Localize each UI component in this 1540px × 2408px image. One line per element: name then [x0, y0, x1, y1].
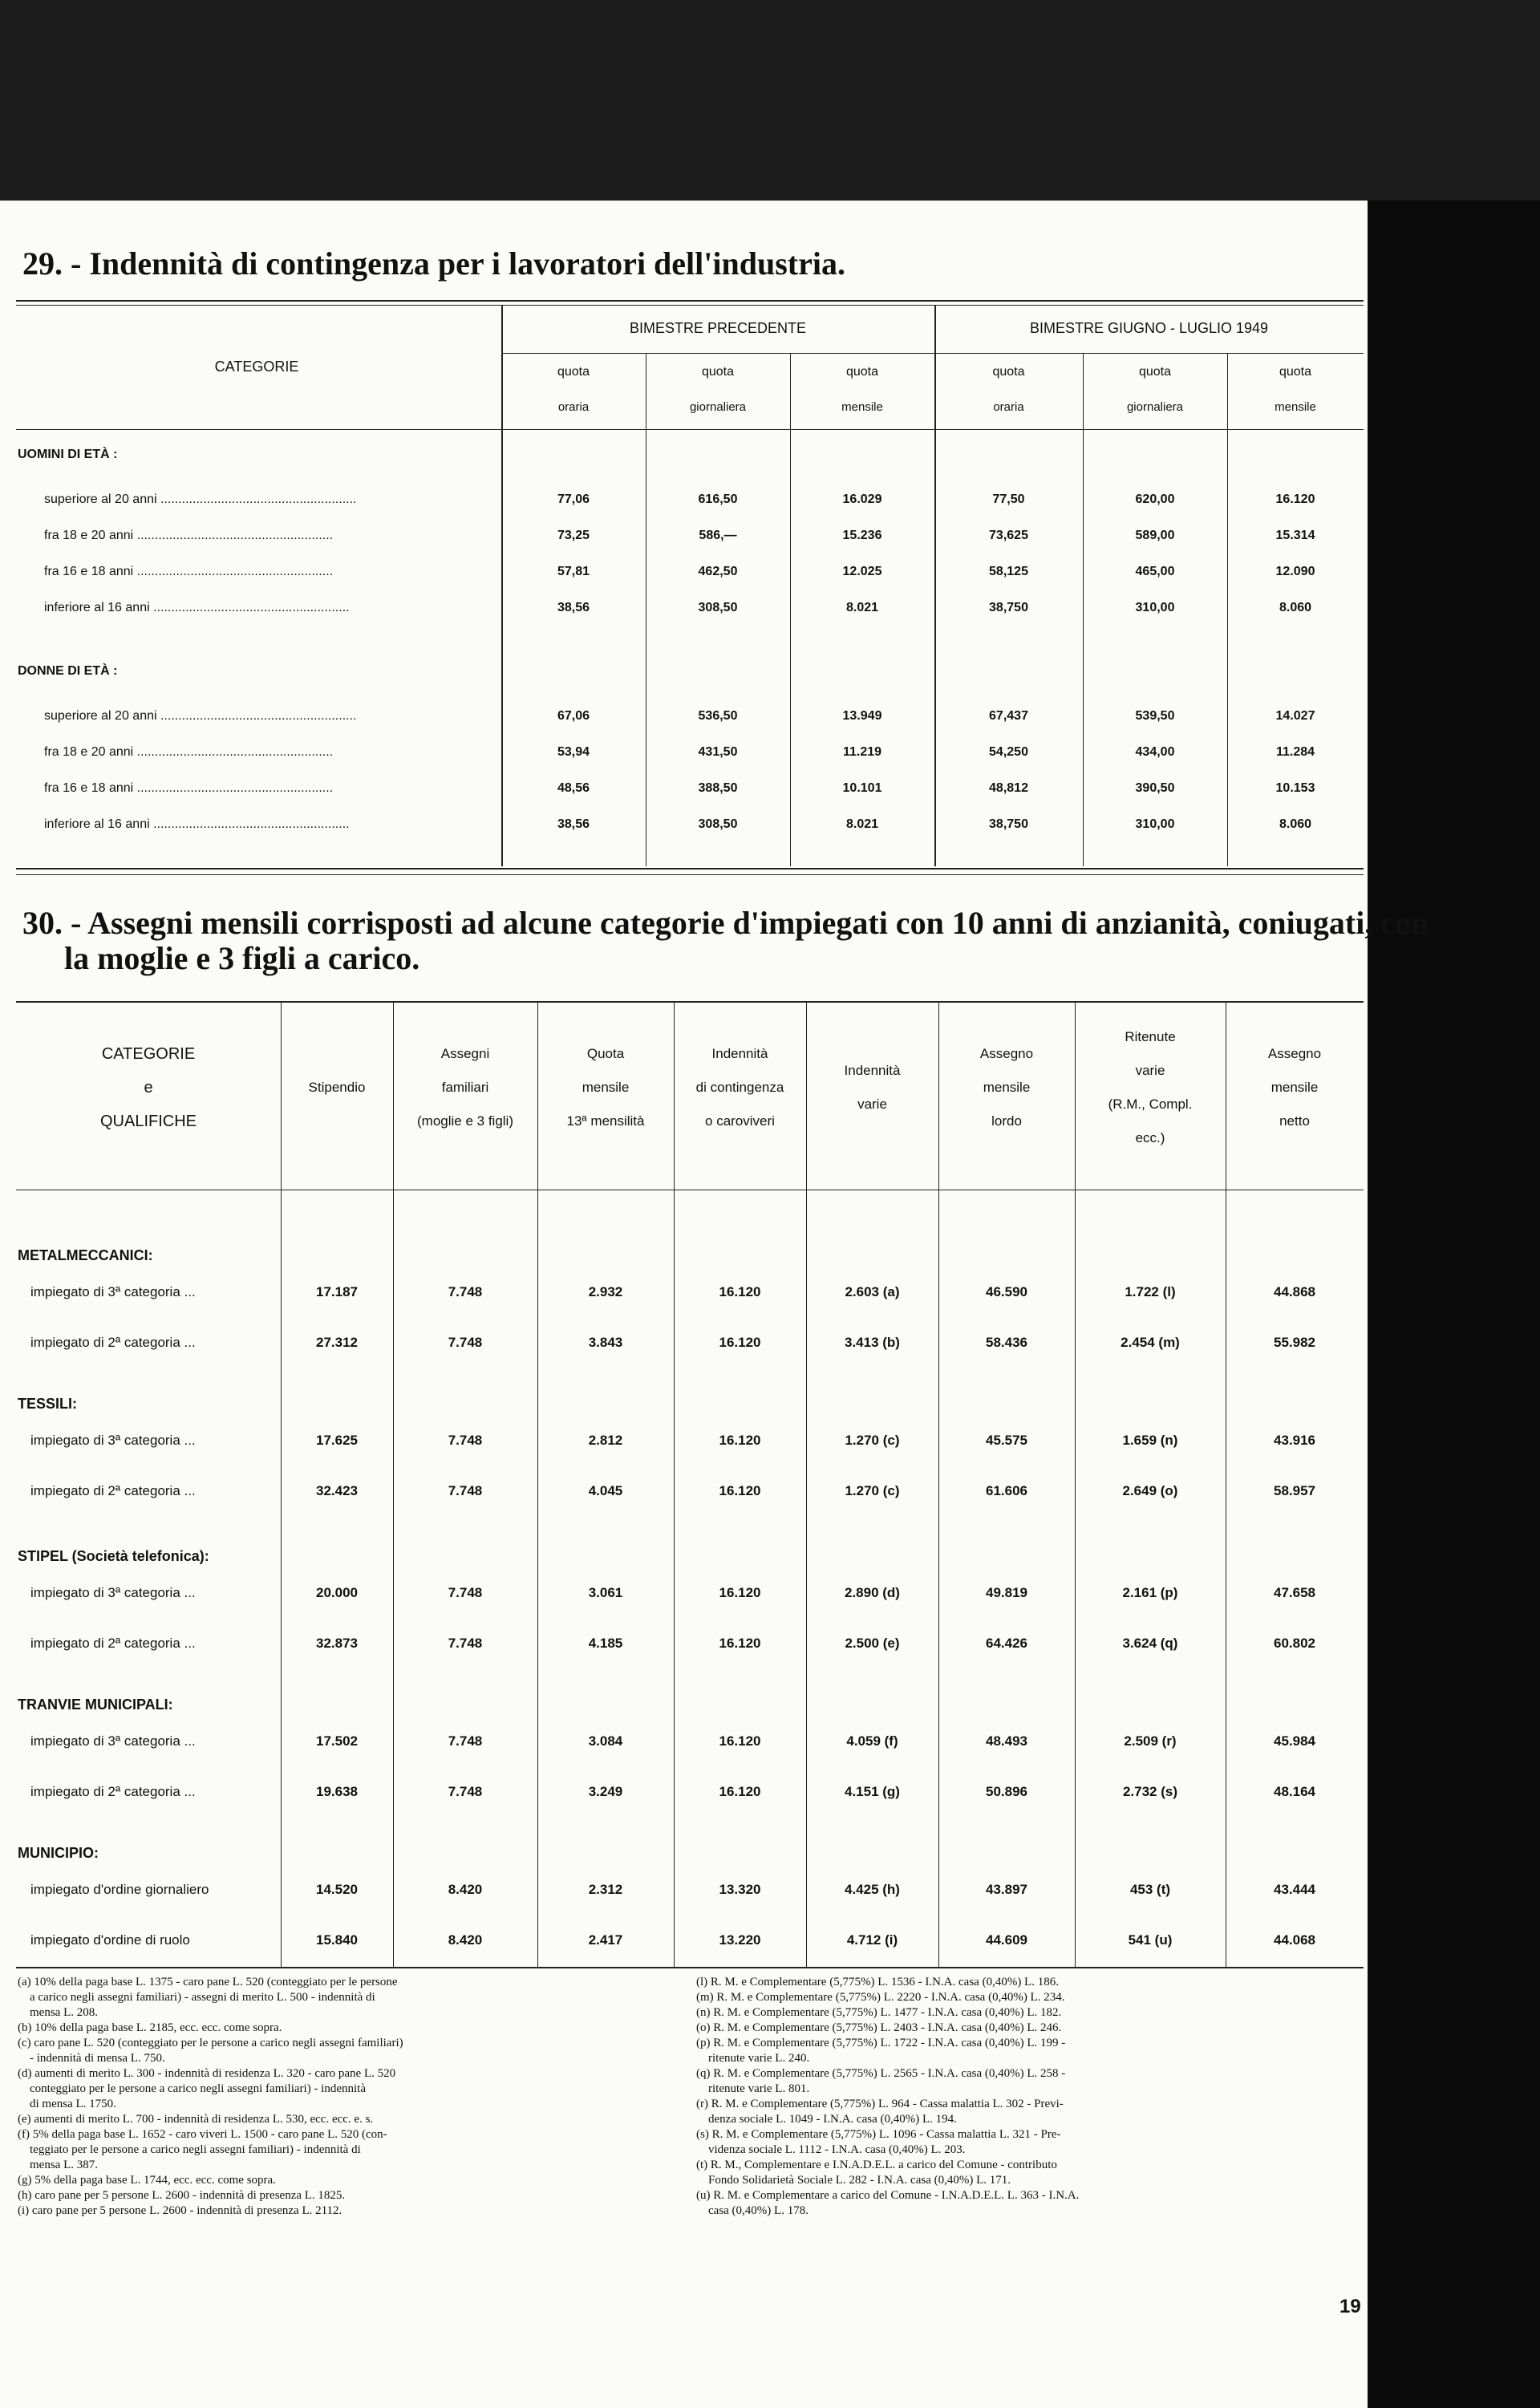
section-30-title-line1: 30. - Assegni mensili corrisposti ad alcune categorie d'impiegati con 10 anni di anzianità, coniugati, con	[22, 905, 1429, 941]
table-cell: 589,00	[1135, 529, 1175, 542]
row-label: fra 16 e 18 anni .......................................................	[44, 781, 334, 795]
table-cell: 462,50	[698, 565, 738, 578]
section-30-title-line2: la moglie e 3 figli a carico.	[64, 940, 420, 976]
table-cell: 453 (t)	[1129, 1882, 1171, 1897]
table-cell: 16.120	[719, 1284, 761, 1299]
row-label: superiore al 20 anni .......................................................	[44, 493, 357, 506]
row-label: impiegato di 3ª categoria ...	[30, 1284, 196, 1299]
table-cell: 77,50	[992, 493, 1025, 506]
table-cell: 16.120	[719, 1433, 761, 1448]
table-cell: 2.812	[588, 1433, 623, 1448]
table-cell: 308,50	[698, 817, 738, 831]
table-cell: 13.320	[719, 1882, 761, 1897]
table-cell: 16.120	[1275, 493, 1315, 506]
column-header: mensile	[983, 1080, 1031, 1095]
row-label: fra 16 e 18 anni .......................................................	[44, 565, 334, 578]
table-cell: 15.236	[842, 529, 882, 542]
section-29-title: 29. - Indennità di contingenza per i lavoratori dell'industria.	[22, 245, 845, 282]
table-cell: 10.101	[842, 781, 882, 795]
table-cell: 2.932	[588, 1284, 623, 1299]
column-header: o caroviveri	[705, 1113, 775, 1129]
table-cell: 308,50	[698, 601, 738, 614]
table-cell: 8.021	[845, 817, 879, 831]
table-cell: 14.027	[1275, 709, 1315, 723]
table-cell: 45.984	[1274, 1733, 1315, 1749]
table-cell: 57,81	[557, 565, 590, 578]
column-header: mensile	[1270, 1080, 1319, 1095]
table-cell: 541 (u)	[1128, 1932, 1173, 1948]
footnotes-right: (l) R. M. e Complementare (5,775%) L. 1536 - I.N.A. casa (0,40%) L. 186. (m) R. M. e Complementare (5,775%) L. 2220 - I.N.A. casa (0,40%) L. 234. (n) R. M. e Complementare (5,775%) L. 1477 - I.N.A. casa (0,40%) L. 182. (o) R. M. e Complementare (5,775%) L. 2403 - I.N.A. casa (0,40%) L. 246. (p) R. M. e Complementare (5,775%) L. 1722 - I.N.A. casa (0,40%) L. 199 - ritenute varie L. 240. (q) R. M. e Complementare (5,775%) L. 2565 - I.N.A. casa (0,40%) L. 258 - ritenute varie L. 801. (r) R. M. e Complementare (5,775%) L. 964 - Cassa malattia L. 302 - Previ- denza sociale L. 1049 - I.N.A. casa (0,40%) L. 194. (s) R. M. e Complementare (5,775%) L. 1096 - Cassa malattia L. 321 - Pre- videnza sociale L. 1112 - I.N.A. casa (0,40%) L. 203. (t) R. M., Complementare e I.N.A.D.E.L. a carico del Comune - contributo Fondo Solidarietà Sociale L. 282 - I.N.A. casa (0,40%) L. 171. (u) R. M. e Complementare a carico del Comune - I.N.A.D.E.L. L. 363 - I.N.A. casa (0,40%) L. 178.	[696, 1976, 1080, 2217]
sub-header-unit-4: oraria	[993, 400, 1024, 414]
table-cell: 4.425 (h)	[845, 1882, 900, 1897]
table-cell: 3.249	[588, 1784, 623, 1799]
table-cell: 3.624 (q)	[1122, 1636, 1178, 1651]
table-cell: 44.068	[1274, 1932, 1315, 1948]
table-cell: 58,125	[989, 565, 1028, 578]
column-header: 13ª mensilità	[566, 1113, 645, 1129]
table-cell: 67,437	[989, 709, 1028, 723]
table-cell: 536,50	[698, 709, 738, 723]
row-label: inferiore al 16 anni .......................................................	[44, 601, 350, 614]
table-cell: 15.314	[1275, 529, 1315, 542]
table-cell: 67,06	[557, 709, 590, 723]
table-cell: 54,250	[989, 745, 1028, 759]
table-cell: 4.045	[588, 1483, 623, 1498]
table-cell: 7.748	[448, 1335, 483, 1350]
column-header: e	[144, 1079, 153, 1097]
table-cell: 58.436	[986, 1335, 1027, 1350]
column-header: Assegno	[1267, 1046, 1322, 1061]
table-cell: 49.819	[986, 1585, 1027, 1600]
table-cell: 32.873	[316, 1636, 358, 1651]
table-cell: 12.090	[1275, 565, 1315, 578]
column-header: Quota	[586, 1046, 625, 1061]
page-number: 19	[1339, 2296, 1361, 2317]
table-cell: 38,750	[989, 601, 1028, 614]
table-cell: 16.120	[719, 1784, 761, 1799]
row-label: impiegato di 3ª categoria ...	[30, 1585, 196, 1600]
table-cell: 77,06	[557, 493, 590, 506]
table-cell: 45.575	[986, 1433, 1027, 1448]
table-rule	[16, 1001, 1364, 1003]
table-cell: 4.059 (f)	[846, 1733, 898, 1749]
table-cell: 16.120	[719, 1733, 761, 1749]
table-cell: 3.843	[588, 1335, 623, 1350]
row-label: impiegato di 2ª categoria ...	[30, 1335, 196, 1350]
table-cell: 16.120	[719, 1335, 761, 1350]
scan-border	[1368, 201, 1540, 2408]
table-cell: 11.284	[1275, 745, 1315, 759]
table-cell: 310,00	[1135, 601, 1175, 614]
table-cell: 73,625	[989, 529, 1028, 542]
table-cell: 38,56	[557, 601, 590, 614]
table-cell: 2.500 (e)	[845, 1636, 900, 1651]
sub-header-unit-1: oraria	[557, 400, 590, 414]
table-cell: 7.748	[448, 1483, 483, 1498]
table-cell: 17.502	[316, 1733, 358, 1749]
sub-header-unit-5: giornaliera	[1126, 400, 1184, 414]
table-rule	[16, 305, 1364, 306]
column-header: Stipendio	[308, 1080, 366, 1095]
table-cell: 2.161 (p)	[1122, 1585, 1178, 1600]
table-rule	[16, 1967, 1364, 1968]
table-cell: 4.185	[588, 1636, 623, 1651]
table-cell: 8.060	[1279, 601, 1312, 614]
table-cell: 15.840	[316, 1932, 358, 1948]
table-cell: 616,50	[698, 493, 738, 506]
table-cell: 11.219	[842, 745, 882, 759]
table-cell: 7.748	[448, 1585, 483, 1600]
row-label: impiegato di 2ª categoria ...	[30, 1636, 196, 1651]
table-cell: 44.868	[1274, 1284, 1315, 1299]
table-rule	[16, 868, 1364, 870]
sub-header-5: quota	[1138, 365, 1172, 379]
table-cell: 2.890 (d)	[845, 1585, 900, 1600]
table-cell: 64.426	[986, 1636, 1027, 1651]
table-cell: 48.164	[1274, 1784, 1315, 1799]
row-label: impiegato di 2ª categoria ...	[30, 1784, 196, 1799]
table-cell: 14.520	[316, 1882, 358, 1897]
header-bimestre-precedente: BIMESTRE PRECEDENTE	[629, 320, 807, 336]
table-cell: 4.712 (i)	[846, 1932, 898, 1948]
column-header: Indennità	[711, 1046, 768, 1061]
row-label: inferiore al 16 anni .......................................................	[44, 817, 350, 831]
table-cell: 16.120	[719, 1585, 761, 1600]
table-cell: 8.420	[448, 1932, 483, 1948]
table-cell: 3.084	[588, 1733, 623, 1749]
footnotes-left: (a) 10% della paga base L. 1375 - caro pane L. 520 (conteggiato per le persone a carico negli assegni familiari) - assegni di merito L. 500 - indennità di mensa L. 208. (b) 10% della paga base L. 2185, ecc. ecc. come sopra. (c) caro pane L. 520 (conteggiato per le persone a carico negli assegni familiari) - indennità di mensa L. 750. (d) aumenti di merito L. 300 - indennità di residenza L. 320 - caro pane L. 520 conteggiato per le persone a carico negli assegni familiari) - indennità di mensa L. 1750. (e) aumenti di merito L. 700 - indennità di residenza L. 530, ecc. ecc. e. s. (f) 5% della paga base L. 1652 - caro viveri L. 1500 - caro pane L. 520 (con- teggiato per le persone a carico negli assegni familiari) - indennità di mensa L. 387. (g) 5% della paga base L. 1744, ecc. ecc. come sopra. (h) caro pane per 5 persone L. 2600 - indennità di presenza L. 1825. (i) caro pane per 5 persone L. 2600 - indennità di presenza L. 2112.	[18, 1976, 403, 2217]
table-cell: 10.153	[1275, 781, 1315, 795]
group-label: METALMECCANICI:	[18, 1247, 153, 1263]
table-cell: 13.220	[719, 1932, 761, 1948]
group-label: STIPEL (Società telefonica):	[18, 1548, 209, 1564]
table-cell: 13.949	[842, 709, 882, 723]
column-header: varie	[857, 1097, 887, 1112]
table-cell: 2.603 (a)	[845, 1284, 900, 1299]
sub-header-1: quota	[557, 365, 590, 379]
table-cell: 8.021	[845, 601, 879, 614]
table-cell: 7.748	[448, 1636, 483, 1651]
table-cell: 48,812	[989, 781, 1028, 795]
table-cell: 7.748	[448, 1284, 483, 1299]
table-cell: 388,50	[698, 781, 738, 795]
group-label: TRANVIE MUNICIPALI:	[18, 1697, 173, 1713]
table-cell: 3.413 (b)	[845, 1335, 900, 1350]
row-label: impiegato di 2ª categoria ...	[30, 1483, 196, 1498]
sub-header-3: quota	[845, 365, 879, 379]
column-header: Assegno	[979, 1046, 1034, 1061]
sub-header-unit-2: giornaliera	[689, 400, 747, 414]
table-cell: 8.060	[1279, 817, 1312, 831]
column-header: Assegni	[440, 1046, 490, 1061]
table-cell: 43.444	[1274, 1882, 1315, 1897]
table-cell: 1.270 (c)	[845, 1433, 900, 1448]
table-rule	[16, 874, 1364, 875]
table-cell: 7.748	[448, 1733, 483, 1749]
table-cell: 58.957	[1274, 1483, 1315, 1498]
table-cell: 43.897	[986, 1882, 1027, 1897]
table-cell: 47.658	[1274, 1585, 1315, 1600]
table-cell: 586,—	[699, 529, 737, 542]
table-cell: 44.609	[986, 1932, 1027, 1948]
table-cell: 60.802	[1274, 1636, 1315, 1651]
row-label: impiegato di 3ª categoria ...	[30, 1733, 196, 1749]
column-header: netto	[1279, 1113, 1310, 1129]
sub-header-unit-3: mensile	[841, 400, 883, 414]
header-categorie: CATEGORIE	[214, 359, 299, 375]
table-cell: 1.659 (n)	[1122, 1433, 1178, 1448]
table-cell: 46.590	[986, 1284, 1027, 1299]
column-header: QUALIFICHE	[99, 1113, 197, 1130]
row-label: impiegato d'ordine giornaliero	[30, 1882, 209, 1897]
column-header: di contingenza	[695, 1080, 784, 1095]
table-cell: 1.722 (l)	[1125, 1284, 1176, 1299]
column-header: Ritenute	[1125, 1029, 1176, 1044]
table-cell: 2.509 (r)	[1124, 1733, 1177, 1749]
header-rule	[501, 353, 1364, 354]
table-cell: 1.270 (c)	[845, 1483, 900, 1498]
table-cell: 16.029	[842, 493, 882, 506]
table-cell: 50.896	[986, 1784, 1027, 1799]
table-cell: 61.606	[986, 1483, 1027, 1498]
column-header: ecc.)	[1135, 1130, 1165, 1145]
row-label: fra 18 e 20 anni .......................................................	[44, 529, 334, 542]
row-label: fra 18 e 20 anni .......................................................	[44, 745, 334, 759]
table-cell: 3.061	[588, 1585, 623, 1600]
table-cell: 8.420	[448, 1882, 483, 1897]
group-label: DONNE DI ETÀ :	[18, 664, 118, 678]
table-rule	[16, 300, 1364, 302]
table-cell: 4.151 (g)	[845, 1784, 900, 1799]
table-cell: 16.120	[719, 1483, 761, 1498]
table-cell: 48.493	[986, 1733, 1027, 1749]
table-cell: 620,00	[1135, 493, 1175, 506]
table-cell: 38,750	[989, 817, 1028, 831]
row-label: impiegato d'ordine di ruolo	[30, 1932, 190, 1948]
row-label: impiegato di 3ª categoria ...	[30, 1433, 196, 1448]
row-label: superiore al 20 anni .......................................................	[44, 709, 357, 723]
table-cell: 7.748	[448, 1433, 483, 1448]
table-cell: 7.748	[448, 1784, 483, 1799]
table-cell: 2.454 (m)	[1121, 1335, 1180, 1350]
table-cell: 310,00	[1135, 817, 1175, 831]
table-cell: 32.423	[316, 1483, 358, 1498]
table-cell: 390,50	[1135, 781, 1175, 795]
sub-header-4: quota	[992, 365, 1025, 379]
table-cell: 17.625	[316, 1433, 358, 1448]
column-header: (moglie e 3 figli)	[417, 1113, 513, 1129]
table-cell: 2.312	[588, 1882, 623, 1897]
table-cell: 17.187	[316, 1284, 358, 1299]
table-cell: 465,00	[1135, 565, 1175, 578]
column-header: mensile	[582, 1080, 630, 1095]
group-label: TESSILI:	[18, 1396, 78, 1412]
table-cell: 434,00	[1135, 745, 1175, 759]
table-cell: 73,25	[557, 529, 590, 542]
column-header: lordo	[991, 1113, 1022, 1129]
table-cell: 20.000	[316, 1585, 358, 1600]
sub-header-6: quota	[1279, 365, 1312, 379]
table-cell: 2.732 (s)	[1122, 1784, 1178, 1799]
table-cell: 2.649 (o)	[1122, 1483, 1178, 1498]
table-cell: 38,56	[557, 817, 590, 831]
table-cell: 539,50	[1135, 709, 1175, 723]
header-bimestre-giugno-luglio: BIMESTRE GIUGNO - LUGLIO 1949	[1029, 320, 1269, 336]
sub-header-unit-6: mensile	[1275, 400, 1316, 414]
column-header: (R.M., Compl.	[1108, 1097, 1193, 1112]
table-cell: 19.638	[316, 1784, 358, 1799]
table-cell: 27.312	[316, 1335, 358, 1350]
table-cell: 53,94	[557, 745, 590, 759]
group-label: UOMINI DI ETÀ :	[18, 448, 118, 461]
sub-header-2: quota	[701, 365, 735, 379]
header-rule	[16, 429, 1364, 430]
table-cell: 16.120	[719, 1636, 761, 1651]
column-header: varie	[1135, 1063, 1165, 1078]
table-cell: 55.982	[1274, 1335, 1315, 1350]
table-cell: 431,50	[698, 745, 738, 759]
table-cell: 43.916	[1274, 1433, 1315, 1448]
table-cell: 12.025	[842, 565, 882, 578]
table-cell: 2.417	[588, 1932, 623, 1948]
table-cell: 48,56	[557, 781, 590, 795]
column-header: familiari	[441, 1080, 489, 1095]
column-header: Indennità	[844, 1063, 901, 1078]
group-label: MUNICIPIO:	[18, 1845, 99, 1861]
column-header: CATEGORIE	[101, 1045, 196, 1063]
